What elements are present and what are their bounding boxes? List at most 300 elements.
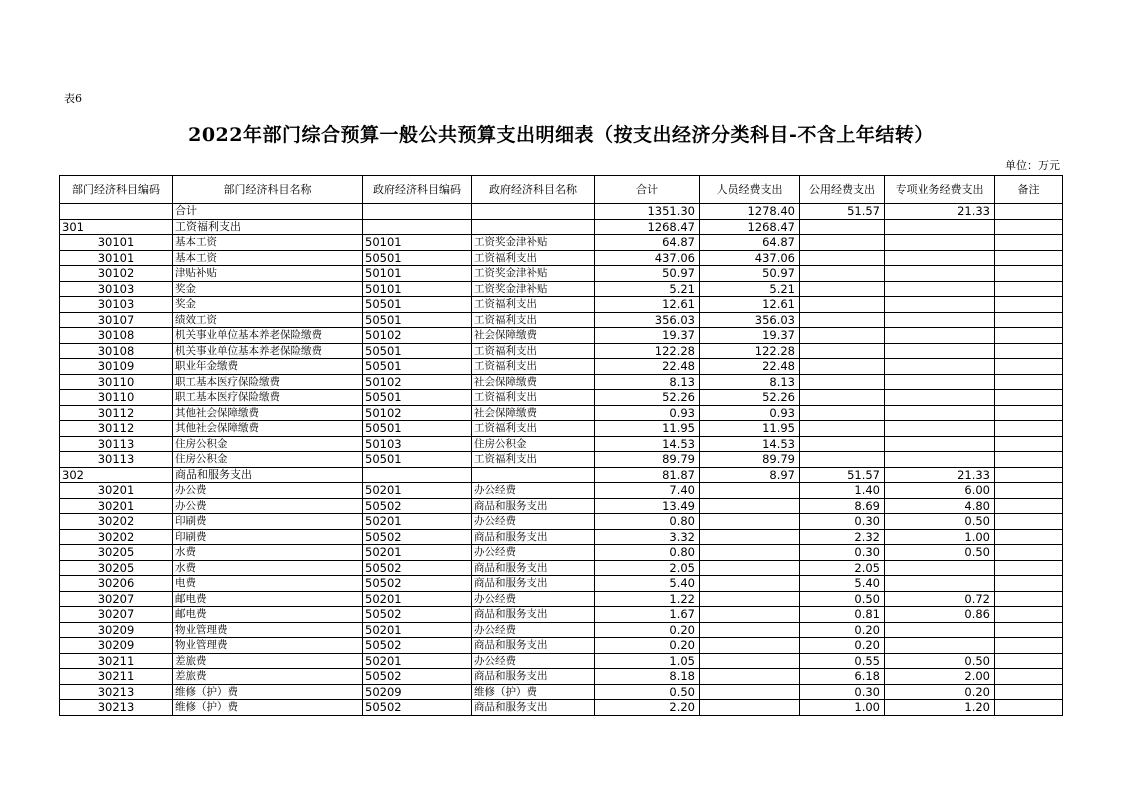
cell-note	[995, 312, 1063, 328]
cell-total: 2.20	[595, 700, 700, 716]
cell-dept-name: 办公费	[173, 498, 363, 514]
cell-gov-name: 工资福利支出	[472, 297, 595, 313]
cell-dept-name: 商品和服务支出	[173, 467, 363, 483]
cell-personnel: 8.97	[700, 467, 800, 483]
cell-note	[995, 700, 1063, 716]
cell-total: 13.49	[595, 498, 700, 514]
cell-gov-code: 50103	[363, 436, 472, 452]
cell-total: 22.48	[595, 359, 700, 375]
cell-note	[995, 452, 1063, 468]
cell-gov-name	[472, 467, 595, 483]
cell-public	[800, 436, 885, 452]
table-row	[60, 421, 1063, 437]
cell-special	[885, 266, 995, 282]
table-row	[60, 359, 1063, 375]
cell-note	[995, 498, 1063, 514]
cell-personnel	[700, 529, 800, 545]
cell-special	[885, 374, 995, 390]
cell-dept-name: 水费	[173, 560, 363, 576]
cell-gov-name: 商品和服务支出	[472, 669, 595, 685]
cell-special: 21.33	[885, 204, 995, 220]
table-row	[60, 560, 1063, 576]
cell-special	[885, 235, 995, 251]
table-number: 表6	[64, 92, 82, 105]
unit-label: 单位：万元	[1005, 159, 1060, 172]
cell-special: 4.80	[885, 498, 995, 514]
cell-special: 1.00	[885, 529, 995, 545]
cell-special	[885, 560, 995, 576]
cell-personnel	[700, 638, 800, 654]
cell-dept-name: 印刷费	[173, 514, 363, 530]
cell-special	[885, 250, 995, 266]
table-row	[60, 328, 1063, 344]
cell-gov-code: 50102	[363, 328, 472, 344]
cell-personnel	[700, 653, 800, 669]
cell-total: 8.13	[595, 374, 700, 390]
cell-note	[995, 219, 1063, 235]
cell-gov-name: 工资福利支出	[472, 421, 595, 437]
table-row	[60, 204, 1063, 220]
table-body	[60, 204, 1063, 716]
table-row	[60, 266, 1063, 282]
cell-gov-code: 50501	[363, 421, 472, 437]
cell-note	[995, 607, 1063, 623]
cell-personnel	[700, 607, 800, 623]
cell-public: 0.20	[800, 638, 885, 654]
cell-dept-name: 邮电费	[173, 607, 363, 623]
cell-special: 0.50	[885, 514, 995, 530]
cell-gov-code: 50201	[363, 653, 472, 669]
cell-public: 6.18	[800, 669, 885, 685]
cell-total: 0.80	[595, 514, 700, 530]
cell-gov-name: 工资奖金津补贴	[472, 281, 595, 297]
cell-gov-code: 50201	[363, 483, 472, 499]
cell-dept-code: 30107	[60, 312, 173, 328]
cell-personnel: 19.37	[700, 328, 800, 344]
cell-note	[995, 622, 1063, 638]
cell-dept-code: 302	[60, 467, 173, 483]
cell-gov-code: 50502	[363, 700, 472, 716]
cell-public: 2.32	[800, 529, 885, 545]
cell-dept-code: 30113	[60, 452, 173, 468]
cell-special	[885, 638, 995, 654]
cell-personnel: 8.13	[700, 374, 800, 390]
cell-gov-name: 办公经费	[472, 622, 595, 638]
header-special: 专项业务经费支出	[885, 176, 995, 204]
cell-dept-name: 基本工资	[173, 235, 363, 251]
cell-public: 0.30	[800, 514, 885, 530]
cell-dept-name: 住房公积金	[173, 436, 363, 452]
cell-personnel	[700, 700, 800, 716]
table-row	[60, 343, 1063, 359]
cell-gov-code: 50201	[363, 591, 472, 607]
cell-total: 14.53	[595, 436, 700, 452]
cell-dept-name: 物业管理费	[173, 622, 363, 638]
cell-dept-code: 30211	[60, 669, 173, 685]
cell-note	[995, 467, 1063, 483]
cell-special	[885, 312, 995, 328]
cell-note	[995, 374, 1063, 390]
cell-note	[995, 328, 1063, 344]
cell-gov-name: 工资福利支出	[472, 250, 595, 266]
cell-gov-name	[472, 219, 595, 235]
cell-dept-code: 30108	[60, 343, 173, 359]
cell-public: 5.40	[800, 576, 885, 592]
table-row	[60, 638, 1063, 654]
header-row	[60, 176, 1063, 204]
table-row	[60, 545, 1063, 561]
cell-special	[885, 622, 995, 638]
header-public: 公用经费支出	[800, 176, 885, 204]
cell-public	[800, 297, 885, 313]
cell-total: 0.20	[595, 638, 700, 654]
cell-dept-code: 30209	[60, 622, 173, 638]
table-row	[60, 250, 1063, 266]
cell-public	[800, 219, 885, 235]
cell-personnel: 356.03	[700, 312, 800, 328]
cell-dept-code: 301	[60, 219, 173, 235]
cell-dept-name: 电费	[173, 576, 363, 592]
cell-gov-name: 办公经费	[472, 545, 595, 561]
cell-personnel	[700, 545, 800, 561]
cell-special	[885, 390, 995, 406]
cell-gov-name: 社会保障缴费	[472, 374, 595, 390]
cell-gov-name: 商品和服务支出	[472, 560, 595, 576]
cell-note	[995, 390, 1063, 406]
cell-special	[885, 359, 995, 375]
table-row	[60, 312, 1063, 328]
cell-dept-name: 住房公积金	[173, 452, 363, 468]
cell-gov-code: 50101	[363, 235, 472, 251]
cell-total: 1.05	[595, 653, 700, 669]
cell-dept-name: 维修（护）费	[173, 684, 363, 700]
cell-gov-name: 商品和服务支出	[472, 498, 595, 514]
cell-public	[800, 266, 885, 282]
cell-total: 437.06	[595, 250, 700, 266]
cell-total: 3.32	[595, 529, 700, 545]
cell-note	[995, 653, 1063, 669]
cell-gov-code: 50501	[363, 452, 472, 468]
table-row	[60, 467, 1063, 483]
cell-dept-name: 奖金	[173, 297, 363, 313]
cell-personnel	[700, 622, 800, 638]
cell-note	[995, 638, 1063, 654]
header-note: 备注	[995, 176, 1063, 204]
cell-special	[885, 297, 995, 313]
cell-gov-code: 50502	[363, 638, 472, 654]
table-row	[60, 653, 1063, 669]
cell-personnel	[700, 576, 800, 592]
table-row	[60, 700, 1063, 716]
cell-personnel	[700, 498, 800, 514]
cell-gov-code: 50502	[363, 669, 472, 685]
cell-personnel: 89.79	[700, 452, 800, 468]
table-row	[60, 576, 1063, 592]
cell-special	[885, 281, 995, 297]
cell-gov-code	[363, 219, 472, 235]
cell-dept-name: 职工基本医疗保险缴费	[173, 374, 363, 390]
cell-special	[885, 576, 995, 592]
cell-personnel: 122.28	[700, 343, 800, 359]
header-personnel: 人员经费支出	[700, 176, 800, 204]
cell-special	[885, 343, 995, 359]
table-row	[60, 219, 1063, 235]
cell-gov-code: 50102	[363, 374, 472, 390]
cell-gov-name: 工资福利支出	[472, 390, 595, 406]
cell-dept-name: 基本工资	[173, 250, 363, 266]
cell-dept-name: 津贴补贴	[173, 266, 363, 282]
table-row	[60, 622, 1063, 638]
cell-total: 1.67	[595, 607, 700, 623]
cell-special: 6.00	[885, 483, 995, 499]
cell-gov-name: 商品和服务支出	[472, 700, 595, 716]
cell-public	[800, 390, 885, 406]
cell-special	[885, 452, 995, 468]
cell-dept-name: 职业年金缴费	[173, 359, 363, 375]
cell-public	[800, 235, 885, 251]
cell-total: 2.05	[595, 560, 700, 576]
cell-gov-name: 办公经费	[472, 591, 595, 607]
cell-note	[995, 405, 1063, 421]
cell-total: 5.21	[595, 281, 700, 297]
cell-personnel: 1278.40	[700, 204, 800, 220]
cell-dept-code: 30207	[60, 607, 173, 623]
cell-special: 2.00	[885, 669, 995, 685]
cell-personnel: 52.26	[700, 390, 800, 406]
cell-public: 51.57	[800, 204, 885, 220]
cell-dept-code: 30110	[60, 374, 173, 390]
cell-dept-code: 30202	[60, 529, 173, 545]
cell-gov-code: 50502	[363, 607, 472, 623]
cell-dept-code: 30205	[60, 560, 173, 576]
table-row	[60, 684, 1063, 700]
header-gov-name: 政府经济科目名称	[472, 176, 595, 204]
document-title: 2022年部门综合预算一般公共预算支出明细表（按支出经济分类科目-不含上年结转）	[188, 124, 934, 146]
cell-personnel: 50.97	[700, 266, 800, 282]
cell-public	[800, 328, 885, 344]
cell-personnel: 64.87	[700, 235, 800, 251]
table-row	[60, 498, 1063, 514]
cell-dept-name: 水费	[173, 545, 363, 561]
cell-personnel: 5.21	[700, 281, 800, 297]
cell-gov-name: 社会保障缴费	[472, 405, 595, 421]
cell-gov-name	[472, 204, 595, 220]
cell-public: 0.20	[800, 622, 885, 638]
cell-public: 0.81	[800, 607, 885, 623]
cell-dept-code: 30110	[60, 390, 173, 406]
cell-total: 0.80	[595, 545, 700, 561]
cell-special: 0.50	[885, 653, 995, 669]
cell-note	[995, 235, 1063, 251]
budget-table	[59, 175, 1063, 716]
cell-dept-code: 30201	[60, 498, 173, 514]
cell-gov-name: 商品和服务支出	[472, 529, 595, 545]
cell-note	[995, 560, 1063, 576]
cell-gov-code: 50101	[363, 266, 472, 282]
table-row	[60, 405, 1063, 421]
cell-personnel	[700, 669, 800, 685]
cell-dept-code: 30113	[60, 436, 173, 452]
cell-public: 51.57	[800, 467, 885, 483]
cell-total: 356.03	[595, 312, 700, 328]
cell-dept-code: 30109	[60, 359, 173, 375]
cell-public: 1.00	[800, 700, 885, 716]
table-row	[60, 297, 1063, 313]
cell-public	[800, 343, 885, 359]
cell-dept-code: 30209	[60, 638, 173, 654]
cell-total: 1351.30	[595, 204, 700, 220]
cell-note	[995, 436, 1063, 452]
cell-dept-code: 30213	[60, 684, 173, 700]
cell-dept-code: 30211	[60, 653, 173, 669]
cell-dept-name: 合计	[173, 204, 363, 220]
cell-gov-name: 商品和服务支出	[472, 607, 595, 623]
header-dept-name: 部门经济科目名称	[173, 176, 363, 204]
cell-dept-name: 印刷费	[173, 529, 363, 545]
cell-gov-code: 50501	[363, 390, 472, 406]
cell-public	[800, 281, 885, 297]
cell-note	[995, 266, 1063, 282]
cell-gov-code: 50501	[363, 297, 472, 313]
cell-total: 12.61	[595, 297, 700, 313]
cell-total: 64.87	[595, 235, 700, 251]
cell-public	[800, 312, 885, 328]
table-row	[60, 607, 1063, 623]
cell-personnel	[700, 514, 800, 530]
cell-dept-code: 30103	[60, 281, 173, 297]
cell-note	[995, 514, 1063, 530]
cell-personnel	[700, 591, 800, 607]
cell-gov-code: 50201	[363, 545, 472, 561]
table-row	[60, 374, 1063, 390]
cell-dept-name: 机关事业单位基本养老保险缴费	[173, 343, 363, 359]
cell-special	[885, 436, 995, 452]
cell-total: 81.87	[595, 467, 700, 483]
cell-special	[885, 405, 995, 421]
cell-special: 1.20	[885, 700, 995, 716]
cell-special	[885, 328, 995, 344]
cell-gov-code	[363, 204, 472, 220]
cell-dept-name: 绩效工资	[173, 312, 363, 328]
cell-dept-code: 30202	[60, 514, 173, 530]
cell-dept-name: 差旅费	[173, 669, 363, 685]
cell-dept-name: 机关事业单位基本养老保险缴费	[173, 328, 363, 344]
cell-special	[885, 219, 995, 235]
cell-gov-name: 办公经费	[472, 653, 595, 669]
cell-personnel: 0.93	[700, 405, 800, 421]
cell-dept-name: 物业管理费	[173, 638, 363, 654]
cell-public: 0.30	[800, 545, 885, 561]
cell-gov-name: 维修（护）费	[472, 684, 595, 700]
cell-dept-name: 奖金	[173, 281, 363, 297]
cell-total: 0.50	[595, 684, 700, 700]
cell-gov-name: 办公经费	[472, 483, 595, 499]
cell-public: 0.55	[800, 653, 885, 669]
header-dept-code: 部门经济科目编码	[60, 176, 173, 204]
cell-gov-code: 50502	[363, 576, 472, 592]
cell-dept-code: 30205	[60, 545, 173, 561]
cell-gov-code: 50102	[363, 405, 472, 421]
cell-note	[995, 684, 1063, 700]
table-row	[60, 669, 1063, 685]
cell-dept-code: 30206	[60, 576, 173, 592]
cell-dept-code: 30112	[60, 421, 173, 437]
cell-note	[995, 297, 1063, 313]
cell-note	[995, 281, 1063, 297]
cell-note	[995, 529, 1063, 545]
cell-special: 0.20	[885, 684, 995, 700]
cell-note	[995, 359, 1063, 375]
cell-dept-code: 30108	[60, 328, 173, 344]
cell-special: 0.72	[885, 591, 995, 607]
cell-dept-code: 30101	[60, 235, 173, 251]
cell-dept-name: 其他社会保障缴费	[173, 405, 363, 421]
cell-public: 1.40	[800, 483, 885, 499]
cell-gov-code: 50501	[363, 343, 472, 359]
cell-gov-code: 50501	[363, 312, 472, 328]
cell-total: 89.79	[595, 452, 700, 468]
cell-total: 1268.47	[595, 219, 700, 235]
cell-gov-name: 住房公积金	[472, 436, 595, 452]
cell-total: 8.18	[595, 669, 700, 685]
cell-gov-code: 50201	[363, 514, 472, 530]
cell-gov-code	[363, 467, 472, 483]
cell-gov-code: 50501	[363, 250, 472, 266]
cell-total: 5.40	[595, 576, 700, 592]
cell-gov-code: 50501	[363, 359, 472, 375]
table-row	[60, 452, 1063, 468]
cell-public	[800, 452, 885, 468]
table-row	[60, 390, 1063, 406]
cell-gov-name: 社会保障缴费	[472, 328, 595, 344]
cell-dept-code: 30103	[60, 297, 173, 313]
cell-personnel: 11.95	[700, 421, 800, 437]
cell-gov-name: 工资奖金津补贴	[472, 235, 595, 251]
cell-total: 0.20	[595, 622, 700, 638]
cell-public: 0.50	[800, 591, 885, 607]
cell-total: 1.22	[595, 591, 700, 607]
table-row	[60, 529, 1063, 545]
cell-gov-code: 50101	[363, 281, 472, 297]
cell-dept-name: 邮电费	[173, 591, 363, 607]
cell-note	[995, 576, 1063, 592]
cell-personnel	[700, 684, 800, 700]
cell-dept-name: 其他社会保障缴费	[173, 421, 363, 437]
cell-dept-code: 30213	[60, 700, 173, 716]
table-row	[60, 483, 1063, 499]
cell-total: 52.26	[595, 390, 700, 406]
cell-dept-code: 30112	[60, 405, 173, 421]
cell-gov-name: 工资福利支出	[472, 343, 595, 359]
cell-gov-code: 50502	[363, 560, 472, 576]
header-total: 合计	[595, 176, 700, 204]
cell-note	[995, 591, 1063, 607]
cell-personnel: 22.48	[700, 359, 800, 375]
cell-special	[885, 421, 995, 437]
cell-note	[995, 421, 1063, 437]
cell-personnel: 14.53	[700, 436, 800, 452]
table-row	[60, 514, 1063, 530]
cell-dept-code	[60, 204, 173, 220]
cell-public	[800, 374, 885, 390]
cell-public	[800, 250, 885, 266]
cell-dept-name: 工资福利支出	[173, 219, 363, 235]
cell-public	[800, 359, 885, 375]
table-row	[60, 436, 1063, 452]
cell-dept-name: 维修（护）费	[173, 700, 363, 716]
cell-special: 0.86	[885, 607, 995, 623]
cell-note	[995, 343, 1063, 359]
